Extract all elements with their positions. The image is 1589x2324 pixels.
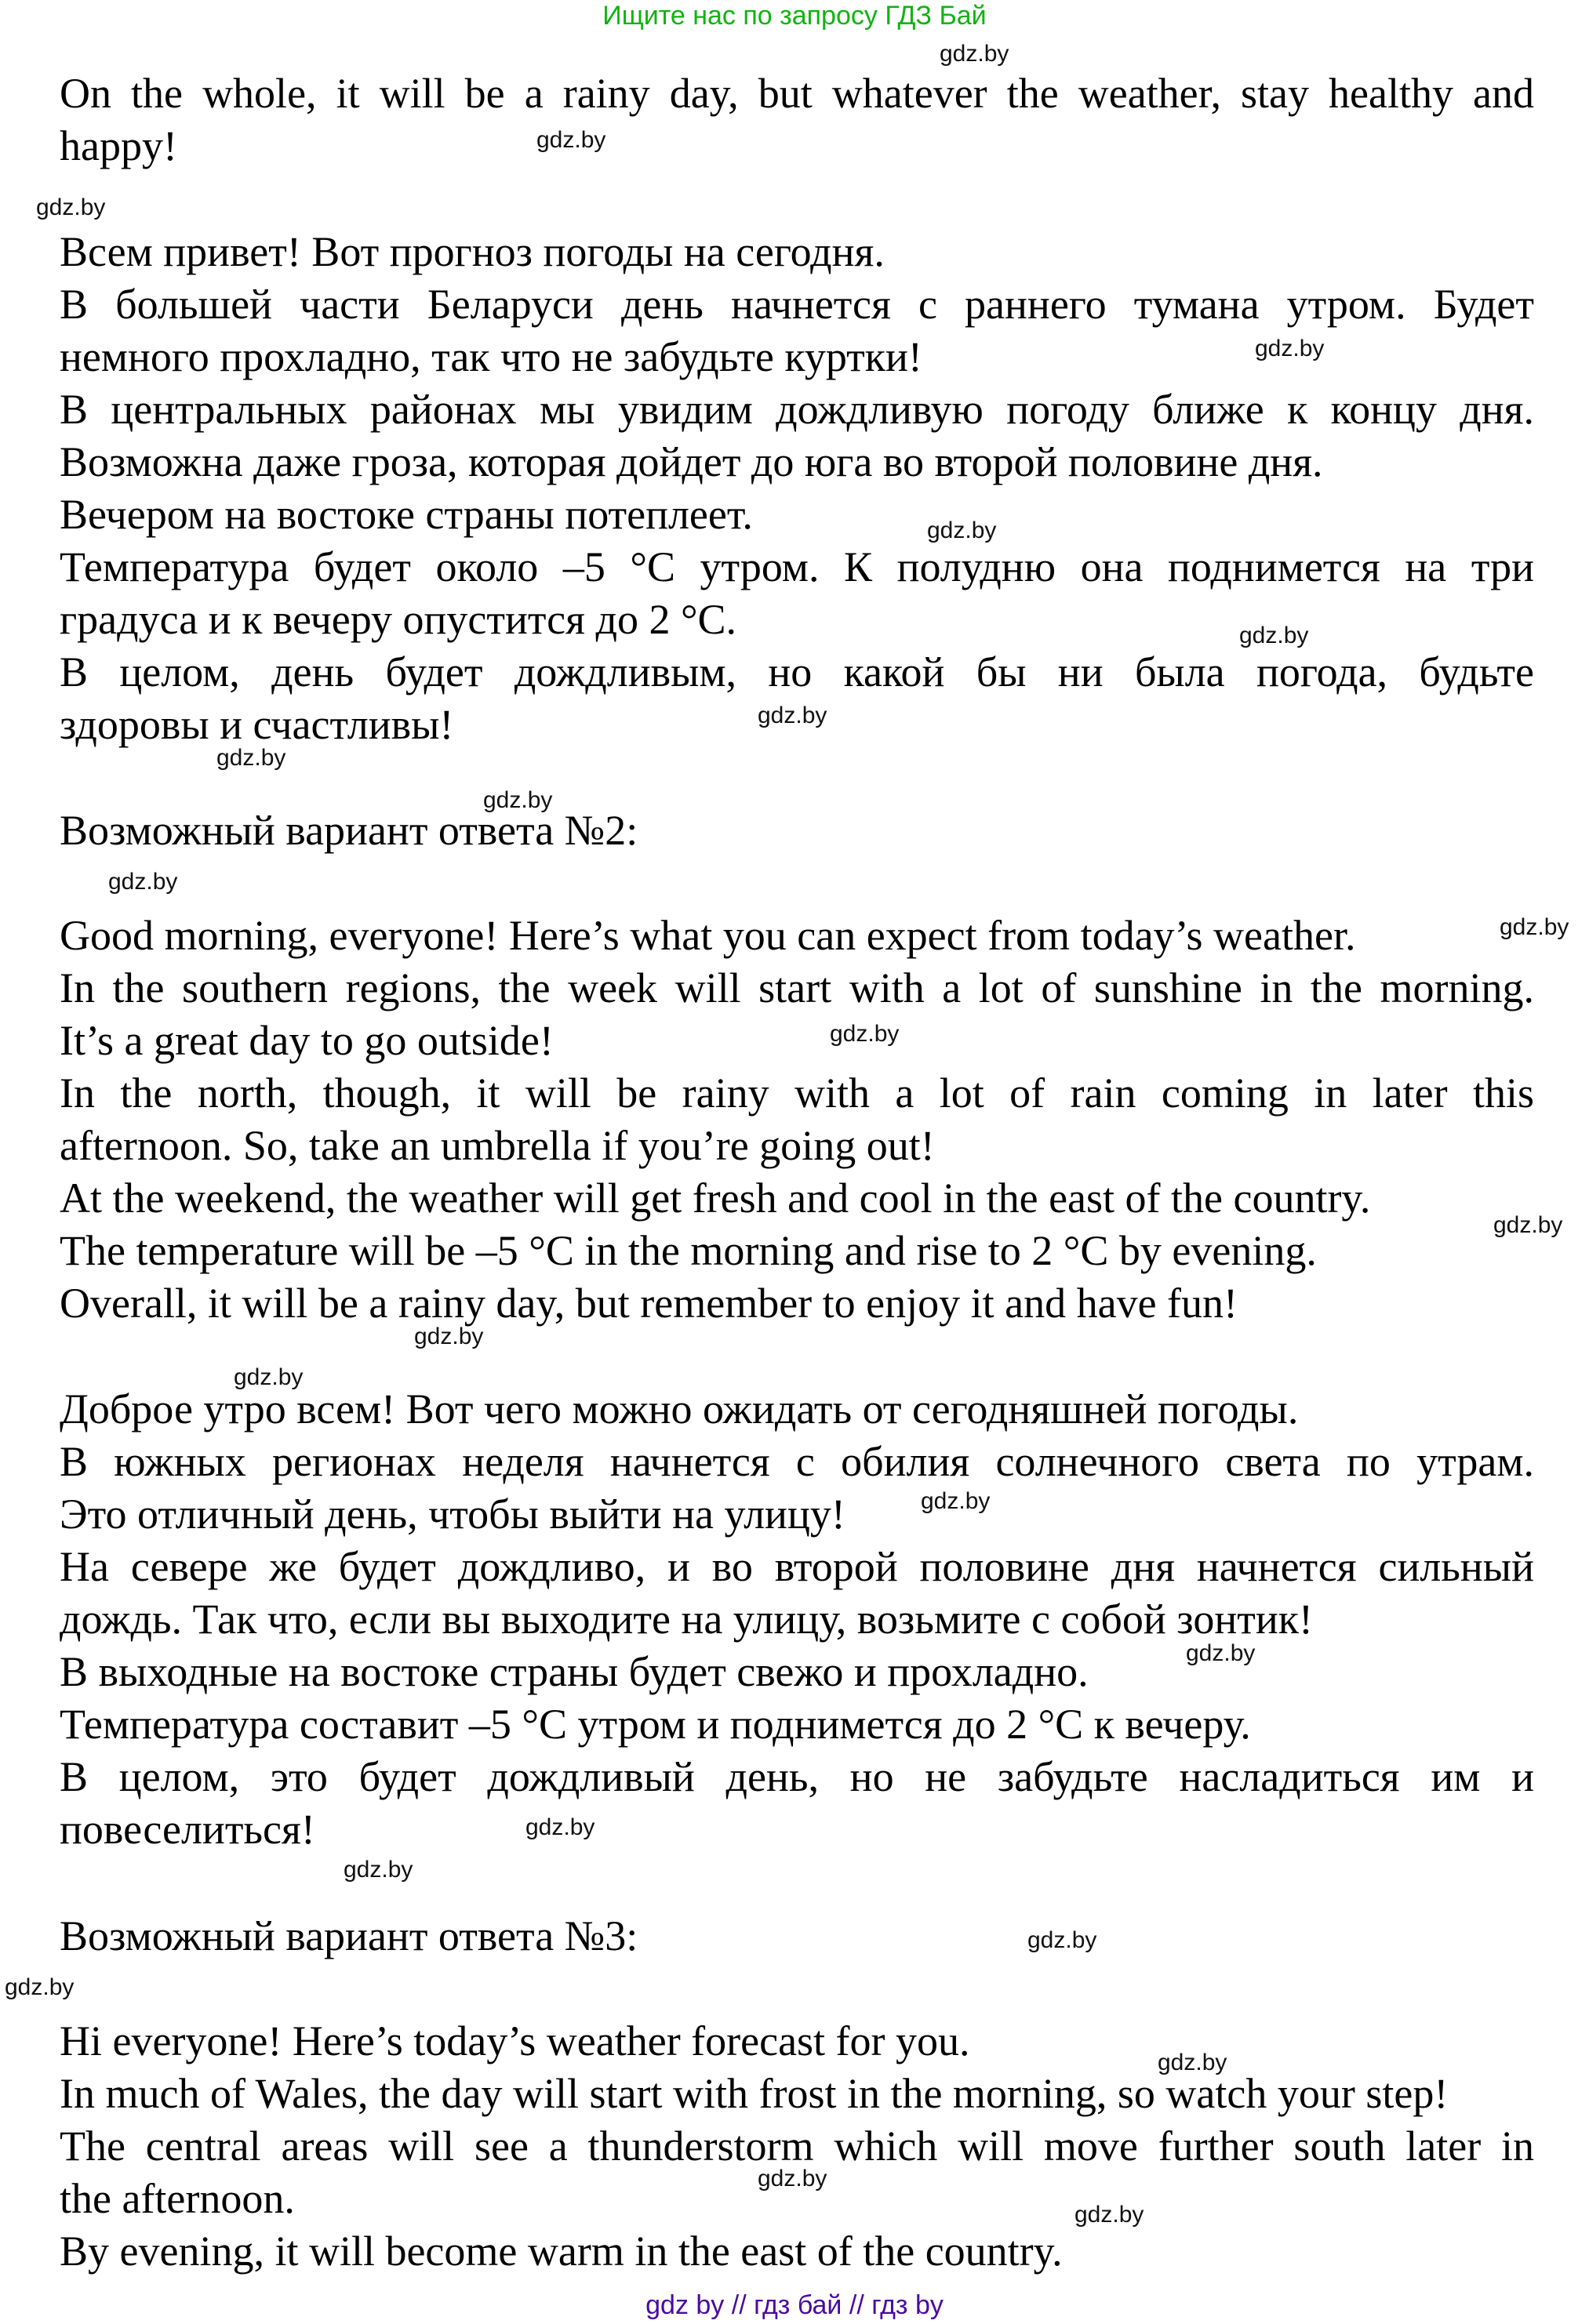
text-line: градуса и к вечеру опустится до 2 °С. <box>60 596 737 643</box>
text-line: здоровы и счастливы! <box>60 701 454 748</box>
watermark: gdz.by <box>344 1857 413 1883</box>
text-line: In much of Wales, the day will start with frost in the morning, so watch your step! <box>60 2070 1449 2117</box>
text-line: By evening, it will become warm in the east of the country. <box>60 2228 1063 2275</box>
text-line: In the southern regions, the week will start with a lot of sunshine in the morning. <box>60 964 1534 1011</box>
text-line: В центральных районах мы увидим дождливую погоду ближе к концу дня. <box>60 386 1534 433</box>
text-line: happy! <box>60 122 177 169</box>
text-line: It’s a great day to go outside! <box>60 1017 554 1064</box>
watermark: gdz.by <box>525 1814 595 1840</box>
watermark: gdz.by <box>216 745 286 771</box>
text-line: afternoon. So, take an umbrella if you’re going out! <box>60 1122 935 1169</box>
text-line: В большей части Беларуси день начнется с раннего тумана утром. Будет <box>60 281 1534 328</box>
text-line: В целом, день будет дождливым, но какой бы ни была погода, будьте <box>60 648 1534 695</box>
text-line: В выходные на востоке страны будет свежо и прохладно. <box>60 1648 1089 1695</box>
watermark: gdz.by <box>1027 1927 1097 1953</box>
section-heading: Возможный вариант ответа №2: <box>60 807 638 854</box>
watermark: gdz.by <box>758 703 827 728</box>
watermark: gdz.by <box>830 1021 900 1047</box>
text-line: Доброе утро всем! Вот чего можно ожидать от сегодняшней погоды. <box>60 1385 1299 1433</box>
search-hint-banner: Ищите нас по запросу ГДЗ Бай <box>602 1 987 31</box>
watermark: gdz.by <box>1074 2202 1144 2228</box>
text-line: Возможна даже гроза, которая дойдет до юга во второй половине дня. <box>60 438 1323 485</box>
watermark: gdz.by <box>1255 336 1325 361</box>
section-heading: Возможный вариант ответа №3: <box>60 1912 638 1959</box>
watermark: gdz.by <box>5 1974 75 2000</box>
text-line: немного прохладно, так что не забудьте куртки! <box>60 333 922 380</box>
watermark: gdz.by <box>758 2166 827 2191</box>
text-line: Hi everyone! Here’s today’s weather forecast for you. <box>60 2017 970 2064</box>
text-line: Температура будет около –5 °С утром. К полудню она поднимется на три <box>60 543 1534 590</box>
text-line: В южных регионах неделя начнется с обилия солнечного света по утрам. <box>60 1438 1534 1485</box>
watermark: gdz.by <box>927 517 997 543</box>
watermark: gdz.by <box>108 869 178 895</box>
text-line: The temperature will be –5 °C in the morning and rise to 2 °C by evening. <box>60 1227 1317 1274</box>
text-line: Good morning, everyone! Here’s what you can expect from today’s weather. <box>60 912 1356 959</box>
watermark: gdz.by <box>536 127 606 153</box>
watermark: gdz.by <box>1493 1212 1563 1238</box>
watermark: gdz.by <box>36 194 106 220</box>
text-line: В целом, это будет дождливый день, но не забудьте насладиться им и <box>60 1753 1534 1800</box>
watermark: gdz.by <box>1239 623 1309 648</box>
text-line: Температура составит –5 °С утром и поднимется до 2 °С к вечеру. <box>60 1701 1251 1748</box>
text-line: повеселиться! <box>60 1806 315 1853</box>
watermark: gdz.by <box>234 1364 304 1390</box>
text-line: At the weekend, the weather will get fresh and cool in the east of the country. <box>60 1175 1371 1222</box>
text-line: На севере же будет дождливо, и во второй половине дня начнется сильный <box>60 1543 1534 1590</box>
watermark: gdz.by <box>921 1488 991 1514</box>
text-line: Overall, it will be a rainy day, but remember to enjoy it and have fun! <box>60 1280 1238 1327</box>
text-line: Вечером на востоке страны потеплеет. <box>60 491 753 538</box>
text-line: In the north, though, it will be rainy with a lot of rain coming in later this <box>60 1069 1534 1117</box>
text-line: On the whole, it will be a rainy day, but whatever the weather, stay healthy and <box>60 70 1534 117</box>
text-line: Всем привет! Вот прогноз погоды на сегодня. <box>60 228 885 275</box>
watermark: gdz.by <box>483 787 553 813</box>
text-line: Это отличный день, чтобы выйти на улицу! <box>60 1491 845 1538</box>
watermark: gdz.by <box>1500 914 1569 940</box>
footer-banner: gdz by // гдз бай // гдз by <box>645 2290 944 2320</box>
watermark: gdz.by <box>1158 2050 1227 2075</box>
text-line: the afternoon. <box>60 2175 295 2222</box>
watermark: gdz.by <box>414 1324 484 1349</box>
text-line: The central areas will see a thunderstorm which will move further south later in <box>60 2122 1534 2170</box>
watermark: gdz.by <box>1186 1640 1256 1666</box>
watermark: gdz.by <box>940 41 1009 67</box>
text-line: дождь. Так что, если вы выходите на улицу, возьмите с собой зонтик! <box>60 1596 1313 1643</box>
